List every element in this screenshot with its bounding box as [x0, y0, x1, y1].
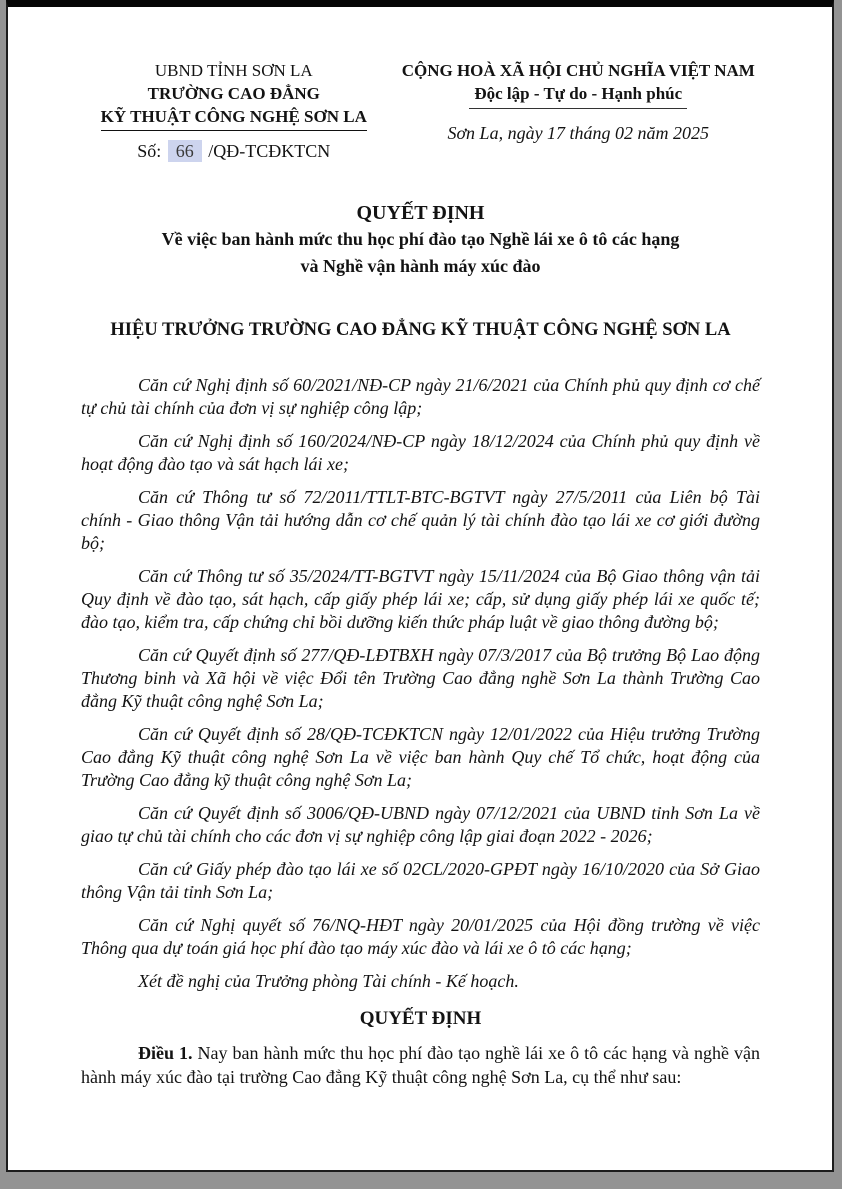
national-title: CỘNG HOÀ XÃ HỘI CHỦ NGHĨA VIỆT NAM — [401, 61, 755, 80]
document-number-field[interactable]: 66 — [168, 140, 202, 162]
place-date-line: Sơn La, ngày 17 tháng 02 năm 2025 — [447, 123, 710, 143]
national-motto-block — [387, 59, 760, 163]
document-number-label: Số: — [137, 141, 162, 161]
article-1-paragraph — [81, 1041, 760, 1089]
recital-paragraph: Căn cứ Quyết định số 277/QĐ-LĐTBXH ngày 07/3/2017 của Bộ trưởng Bộ Lao động Thương binh và Xã hội về việc Đổi tên Trường Cao đẳng nghề Sơn La thành Trường Cao đẳng Kỹ thuật công nghệ Sơn La; — [81, 645, 760, 711]
recital-paragraph: Căn cứ Nghị định số 60/2021/NĐ-CP ngày 21/6/2021 của Chính phủ quy định cơ chế tự chủ tài chính của đơn vị sự nghiệp công lập; — [81, 375, 760, 418]
recital-paragraph: Căn cứ Giấy phép đào tạo lái xe số 02CL/2020-GPĐT ngày 16/10/2020 của Sở Giao thông Vận tải tỉnh Sơn La; — [81, 859, 760, 902]
recital-paragraph: Căn cứ Nghị quyết số 76/NQ-HĐT ngày 20/01/2025 của Hội đồng trường về việc Thông qua dự toán giá học phí đào tạo máy xúc đào và lái xe ô tô các hạng; — [81, 915, 760, 958]
title-block — [81, 200, 760, 280]
national-motto — [397, 82, 760, 109]
org-parent-line: UBND TỈNH SƠN LA — [154, 61, 313, 80]
recitals-section — [81, 374, 760, 993]
recital-paragraph: Căn cứ Quyết định số 28/QĐ-TCĐKTCN ngày 12/01/2022 của Hiệu trưởng Trường Cao đẳng Kỹ thuật công nghệ Sơn La về việc ban hành Quy chế Tổ chức, hoạt động của Trường Cao đẳng kỹ thuật công nghệ Sơn La; — [81, 724, 760, 790]
recital-paragraph: Căn cứ Thông tư số 35/2024/TT-BGTVT ngày 15/11/2024 của Bộ Giao thông vận tải Quy định về đào tạo, sát hạch, cấp giấy phép lái xe; cấp, sử dụng giấy phép lái xe quốc tế; đào tạo, kiểm tra, cấp chứng chỉ bồi dưỡng kiến thức pháp luật về giao thông đường bộ; — [81, 566, 760, 632]
document-header — [81, 59, 760, 163]
document-title: QUYẾT ĐỊNH — [356, 202, 485, 224]
org-name-line2 — [81, 105, 387, 131]
article-1-text: Nay ban hành mức thu học phí đào tạo nghề lái xe ô tô các hạng và nghề vận hành máy xúc đào tại trường Cao đẳng Kỹ thuật công nghệ Sơn La, cụ thể như sau: — [81, 1043, 760, 1087]
document-page — [6, 0, 834, 1172]
issuing-org-block — [81, 59, 387, 163]
org-name-line1: TRƯỜNG CAO ĐẲNG — [147, 84, 320, 103]
org-name-underline: KỸ THUẬT CÔNG NGHỆ SƠN LA — [101, 105, 367, 131]
recital-paragraph: Căn cứ Nghị định số 160/2024/NĐ-CP ngày 18/12/2024 của Chính phủ quy định về hoạt động đào tạo và sát hạch lái xe; — [81, 431, 760, 474]
document-number-suffix: /QĐ-TCĐKTCN — [208, 141, 331, 161]
national-motto-underline: Độc lập - Tự do - Hạnh phúc — [469, 82, 687, 109]
decision-heading: QUYẾT ĐỊNH — [359, 1008, 482, 1029]
recital-paragraph: Căn cứ Thông tư số 72/2011/TTLT-BTC-BGTVT ngày 27/5/2011 của Liên bộ Tài chính - Giao thông Vận tải hướng dẫn cơ chế quản lý tài chính đào tạo lái xe cơ giới đường bộ; — [81, 487, 760, 553]
document-number-line — [81, 140, 387, 163]
document-subtitle-line2: và Nghề vận hành máy xúc đào — [300, 256, 541, 276]
document-subtitle-line1: Về việc ban hành mức thu học phí đào tạo Nghề lái xe ô tô các hạng — [161, 229, 680, 249]
article-1-label: Điều 1. — [138, 1043, 193, 1063]
recital-paragraph: Xét đề nghị của Trưởng phòng Tài chính - Kế hoạch. — [138, 971, 519, 991]
recital-paragraph: Căn cứ Quyết định số 3006/QĐ-UBND ngày 07/12/2021 của UBND tỉnh Sơn La về giao tự chủ tài chính cho các đơn vị sự nghiệp công lập giai đoạn 2022 - 2026; — [81, 803, 760, 846]
issuing-authority-heading: HIỆU TRƯỞNG TRƯỜNG CAO ĐẲNG KỸ THUẬT CÔNG NGHỆ SƠN LA — [110, 320, 731, 340]
